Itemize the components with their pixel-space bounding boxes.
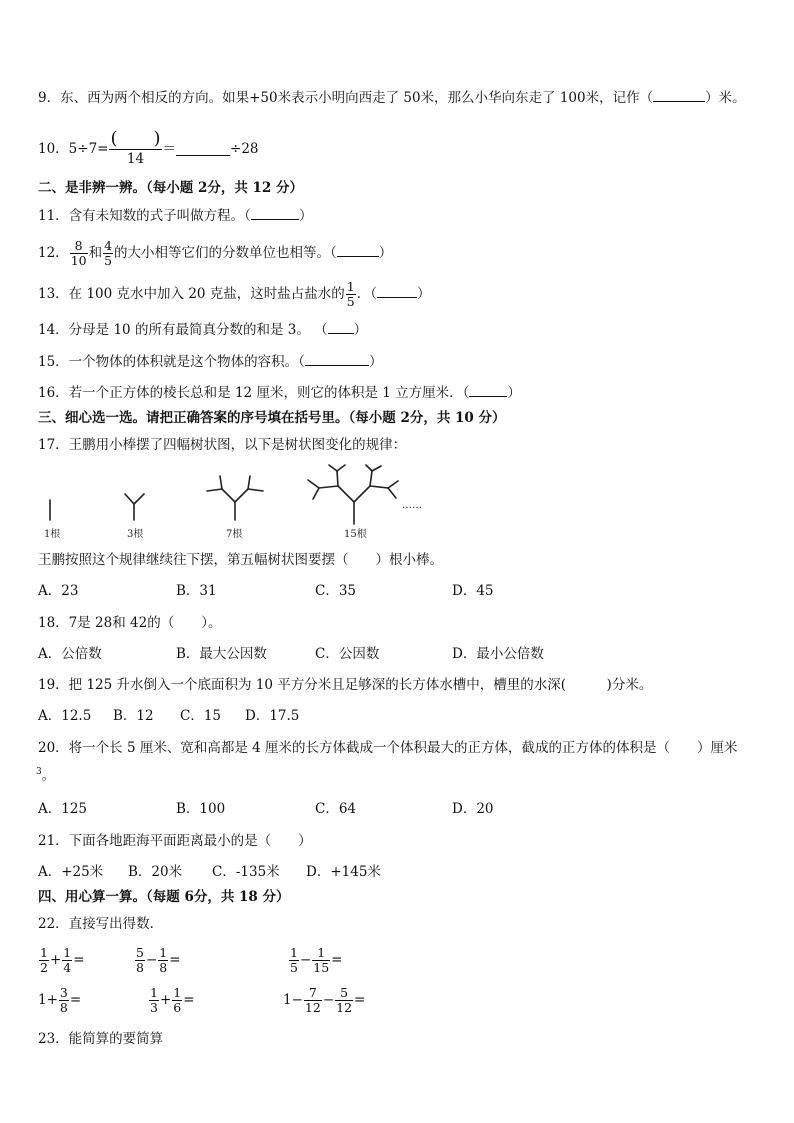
fraction-denominator: 8 bbox=[159, 960, 168, 975]
option-d[interactable]: D．20 bbox=[452, 801, 494, 817]
question-14-text: 14．分母是 10 的所有最简真分数的和是 3。 （ bbox=[38, 322, 328, 338]
fraction-numerator: 1 bbox=[40, 945, 48, 960]
tree-figure bbox=[36, 462, 456, 547]
question-14 bbox=[38, 320, 367, 340]
question-15 bbox=[38, 352, 382, 372]
option-a[interactable]: A．125 bbox=[38, 801, 88, 817]
close-paren: ） bbox=[298, 208, 313, 224]
question-22: 22．直接写出得数． bbox=[38, 916, 164, 932]
question-12-text: 的大小相等它们的分数单位也相等。（ bbox=[114, 245, 337, 261]
option-b[interactable]: B．20米 bbox=[128, 864, 183, 880]
question-11 bbox=[38, 206, 312, 226]
question-9 bbox=[38, 88, 746, 108]
option-d[interactable]: D．45 bbox=[452, 583, 494, 599]
question-23: 23．能简算的要简算 bbox=[38, 1031, 164, 1047]
question-11-text: 11．含有未知数的式子叫做方程。（ bbox=[38, 208, 251, 224]
question-16-text: 16．若一个正方体的棱长总和是 12 厘米，则它的体积是 1 立方厘米．（ bbox=[38, 385, 470, 401]
equals-sign: ＝ bbox=[162, 141, 177, 157]
equals-sign: = bbox=[169, 952, 181, 968]
fraction-denominator: 8 bbox=[136, 960, 144, 975]
option-d[interactable]: D．+145米 bbox=[306, 864, 381, 880]
option-b[interactable]: B．12 bbox=[113, 708, 154, 724]
expression-6 bbox=[283, 982, 365, 1018]
equals-sign: = bbox=[73, 952, 85, 968]
fraction-denominator: 5 bbox=[104, 253, 113, 268]
question-20-cont bbox=[36, 762, 55, 786]
answer-blank[interactable] bbox=[176, 143, 230, 156]
question-12 bbox=[38, 234, 392, 272]
fraction-denominator: 10 bbox=[70, 253, 87, 268]
tree-2 bbox=[125, 494, 144, 520]
fraction-numerator: 1 bbox=[317, 945, 326, 960]
cubic-superscript: 3 bbox=[36, 767, 42, 777]
fraction-numerator: 1 bbox=[173, 985, 182, 1000]
close-paren: ） bbox=[378, 245, 393, 261]
question-13-text: 13．在 100 克水中加入 20 克盐，这时盐占盐水的 bbox=[38, 286, 345, 302]
option-d[interactable]: D．最小公倍数 bbox=[452, 646, 544, 662]
fraction-numerator-blank[interactable]: ( ) bbox=[110, 128, 161, 149]
section-2-heading: 二、是非辨一辨。（每小题 2分，共 12 分） bbox=[38, 180, 304, 196]
question-10-tail: ÷28 bbox=[230, 141, 259, 157]
option-a[interactable]: A．+25米 bbox=[38, 864, 104, 880]
close-paren: ） bbox=[368, 354, 383, 370]
option-b[interactable]: B．31 bbox=[176, 583, 217, 599]
expression-4 bbox=[38, 982, 81, 1018]
fraction-numerator: 1 bbox=[63, 945, 72, 960]
close-paren: ） bbox=[417, 286, 431, 302]
question-17-ask: 王鹏按照这个规律继续往下摆，第五幅树状图要摆（ ）根小棒。 bbox=[38, 552, 443, 568]
fraction-numerator: 1 bbox=[159, 945, 168, 960]
option-c[interactable]: C．15 bbox=[180, 708, 222, 724]
fraction-denominator: 5 bbox=[290, 960, 298, 975]
fraction-denominator: 14 bbox=[109, 149, 161, 168]
equals-sign: = bbox=[183, 992, 195, 1008]
fraction-denominator: 5 bbox=[346, 294, 355, 309]
fraction-denominator: 3 bbox=[150, 1000, 158, 1015]
fraction-numerator: 5 bbox=[136, 945, 144, 960]
expression-3 bbox=[288, 942, 342, 978]
answer-blank[interactable] bbox=[653, 89, 705, 102]
tree-2-label: 3根 bbox=[127, 529, 144, 540]
operator: − bbox=[145, 952, 158, 968]
fraction-numerator: 3 bbox=[59, 985, 68, 1000]
question-9-text: 9． bbox=[38, 90, 61, 106]
option-b[interactable]: B．最大公因数 bbox=[176, 646, 267, 662]
fraction-denominator: 12 bbox=[336, 1000, 353, 1015]
operator: 1+ bbox=[38, 992, 58, 1008]
close-paren: ） bbox=[353, 322, 368, 338]
expression-2 bbox=[134, 942, 181, 978]
operator: − bbox=[299, 952, 312, 968]
question-13-tail: ．（ bbox=[356, 286, 377, 302]
option-c[interactable]: C．公因数 bbox=[315, 646, 380, 662]
fraction-denominator: 2 bbox=[40, 960, 48, 975]
operator: + bbox=[159, 992, 172, 1008]
expression-5 bbox=[148, 982, 195, 1018]
question-10 bbox=[38, 130, 259, 168]
question-13 bbox=[38, 276, 431, 312]
equals-sign: = bbox=[69, 992, 82, 1008]
option-c[interactable]: C．-135米 bbox=[212, 864, 280, 880]
fraction-denominator: 12 bbox=[304, 1000, 321, 1015]
option-d[interactable]: D．17.5 bbox=[245, 708, 300, 724]
option-c[interactable]: C．64 bbox=[315, 801, 357, 817]
tree-3-label: 7根 bbox=[226, 529, 243, 540]
fraction-denominator: 6 bbox=[173, 1000, 182, 1015]
fraction-8-10 bbox=[70, 239, 88, 268]
expression-1 bbox=[38, 942, 85, 978]
option-a[interactable]: A．12.5 bbox=[38, 708, 92, 724]
option-b[interactable]: B．100 bbox=[176, 801, 226, 817]
option-a[interactable]: A．23 bbox=[38, 583, 79, 599]
question-9-end: ）米。 bbox=[705, 90, 746, 106]
fraction-numerator: 7 bbox=[308, 985, 317, 1000]
fraction-denominator: 4 bbox=[63, 960, 72, 975]
question-15-text: 15．一个物体的体积就是这个物体的容积。（ bbox=[38, 354, 305, 370]
question-20-text: 20．将一个长 5 厘米、宽和高都是 4 厘米的长方体截成一个体积最大的正方体，截成的正方体的体积是（ ）厘米 bbox=[38, 740, 738, 756]
answer-blank[interactable] bbox=[328, 321, 354, 334]
option-a[interactable]: A．公倍数 bbox=[38, 646, 102, 662]
fraction-1-5 bbox=[346, 280, 356, 309]
fraction-numerator: 8 bbox=[74, 238, 83, 253]
fraction-4-5 bbox=[103, 239, 113, 268]
tree-4 bbox=[308, 465, 398, 524]
operator: − bbox=[322, 992, 335, 1008]
answer-blank[interactable] bbox=[337, 244, 379, 257]
section-4-heading: 四、用心算一算。（每题 6分，共 18 分） bbox=[38, 889, 290, 905]
fraction-numerator: 5 bbox=[340, 985, 349, 1000]
fraction-numerator: 1 bbox=[346, 279, 355, 294]
option-c[interactable]: C．35 bbox=[315, 583, 357, 599]
question-17-text: 17．王鹏用小棒摆了四幅树状图，以下是树状图变化的规律： bbox=[38, 437, 407, 453]
question-20-end: 。 bbox=[41, 767, 56, 784]
question-16 bbox=[38, 383, 521, 403]
question-12-number: 12． bbox=[38, 245, 69, 261]
continuation-dots: …… bbox=[402, 500, 422, 511]
question-20 bbox=[38, 738, 738, 758]
question-10-text: 10．5÷7= bbox=[38, 141, 109, 157]
fraction-denominator: 8 bbox=[59, 1000, 68, 1015]
answer-blank[interactable] bbox=[305, 353, 369, 366]
and-text: 和 bbox=[88, 245, 103, 261]
fraction-numerator: 1 bbox=[150, 985, 158, 1000]
fraction bbox=[109, 130, 161, 168]
fraction-numerator: 4 bbox=[104, 238, 113, 253]
section-3-heading: 三、细心选一选。请把正确答案的序号填在括号里。（每小题 2分，共 10 分） bbox=[38, 410, 506, 426]
equals-sign: = bbox=[354, 992, 366, 1008]
fraction-denominator: 15 bbox=[313, 960, 330, 975]
answer-blank[interactable] bbox=[251, 207, 299, 220]
close-paren: ） bbox=[507, 385, 521, 401]
question-9-body: 东、西为两个相反的方向。如果+50米表示小明向西走了 50米，那么小华向东走了 100米，记作（ bbox=[60, 90, 654, 106]
operator: 1− bbox=[283, 992, 303, 1008]
equals-sign: = bbox=[331, 952, 343, 968]
tree-4-label: 15根 bbox=[344, 529, 367, 540]
answer-blank[interactable] bbox=[377, 285, 417, 298]
fraction-numerator: 1 bbox=[290, 945, 298, 960]
tree-1-label: 1根 bbox=[44, 529, 61, 540]
question-19: 19．把 125 升水倒入一个底面积为 10 平方分米且足够深的长方体水槽中，槽里的水深( )分米。 bbox=[38, 677, 653, 693]
answer-blank[interactable] bbox=[469, 384, 507, 397]
question-21: 21．下面各地距海平面距离最小的是（ ） bbox=[38, 833, 312, 849]
question-18: 18．7是 28和 42的（ ）。 bbox=[38, 615, 222, 631]
operator: + bbox=[49, 952, 62, 968]
tree-3 bbox=[207, 476, 263, 520]
